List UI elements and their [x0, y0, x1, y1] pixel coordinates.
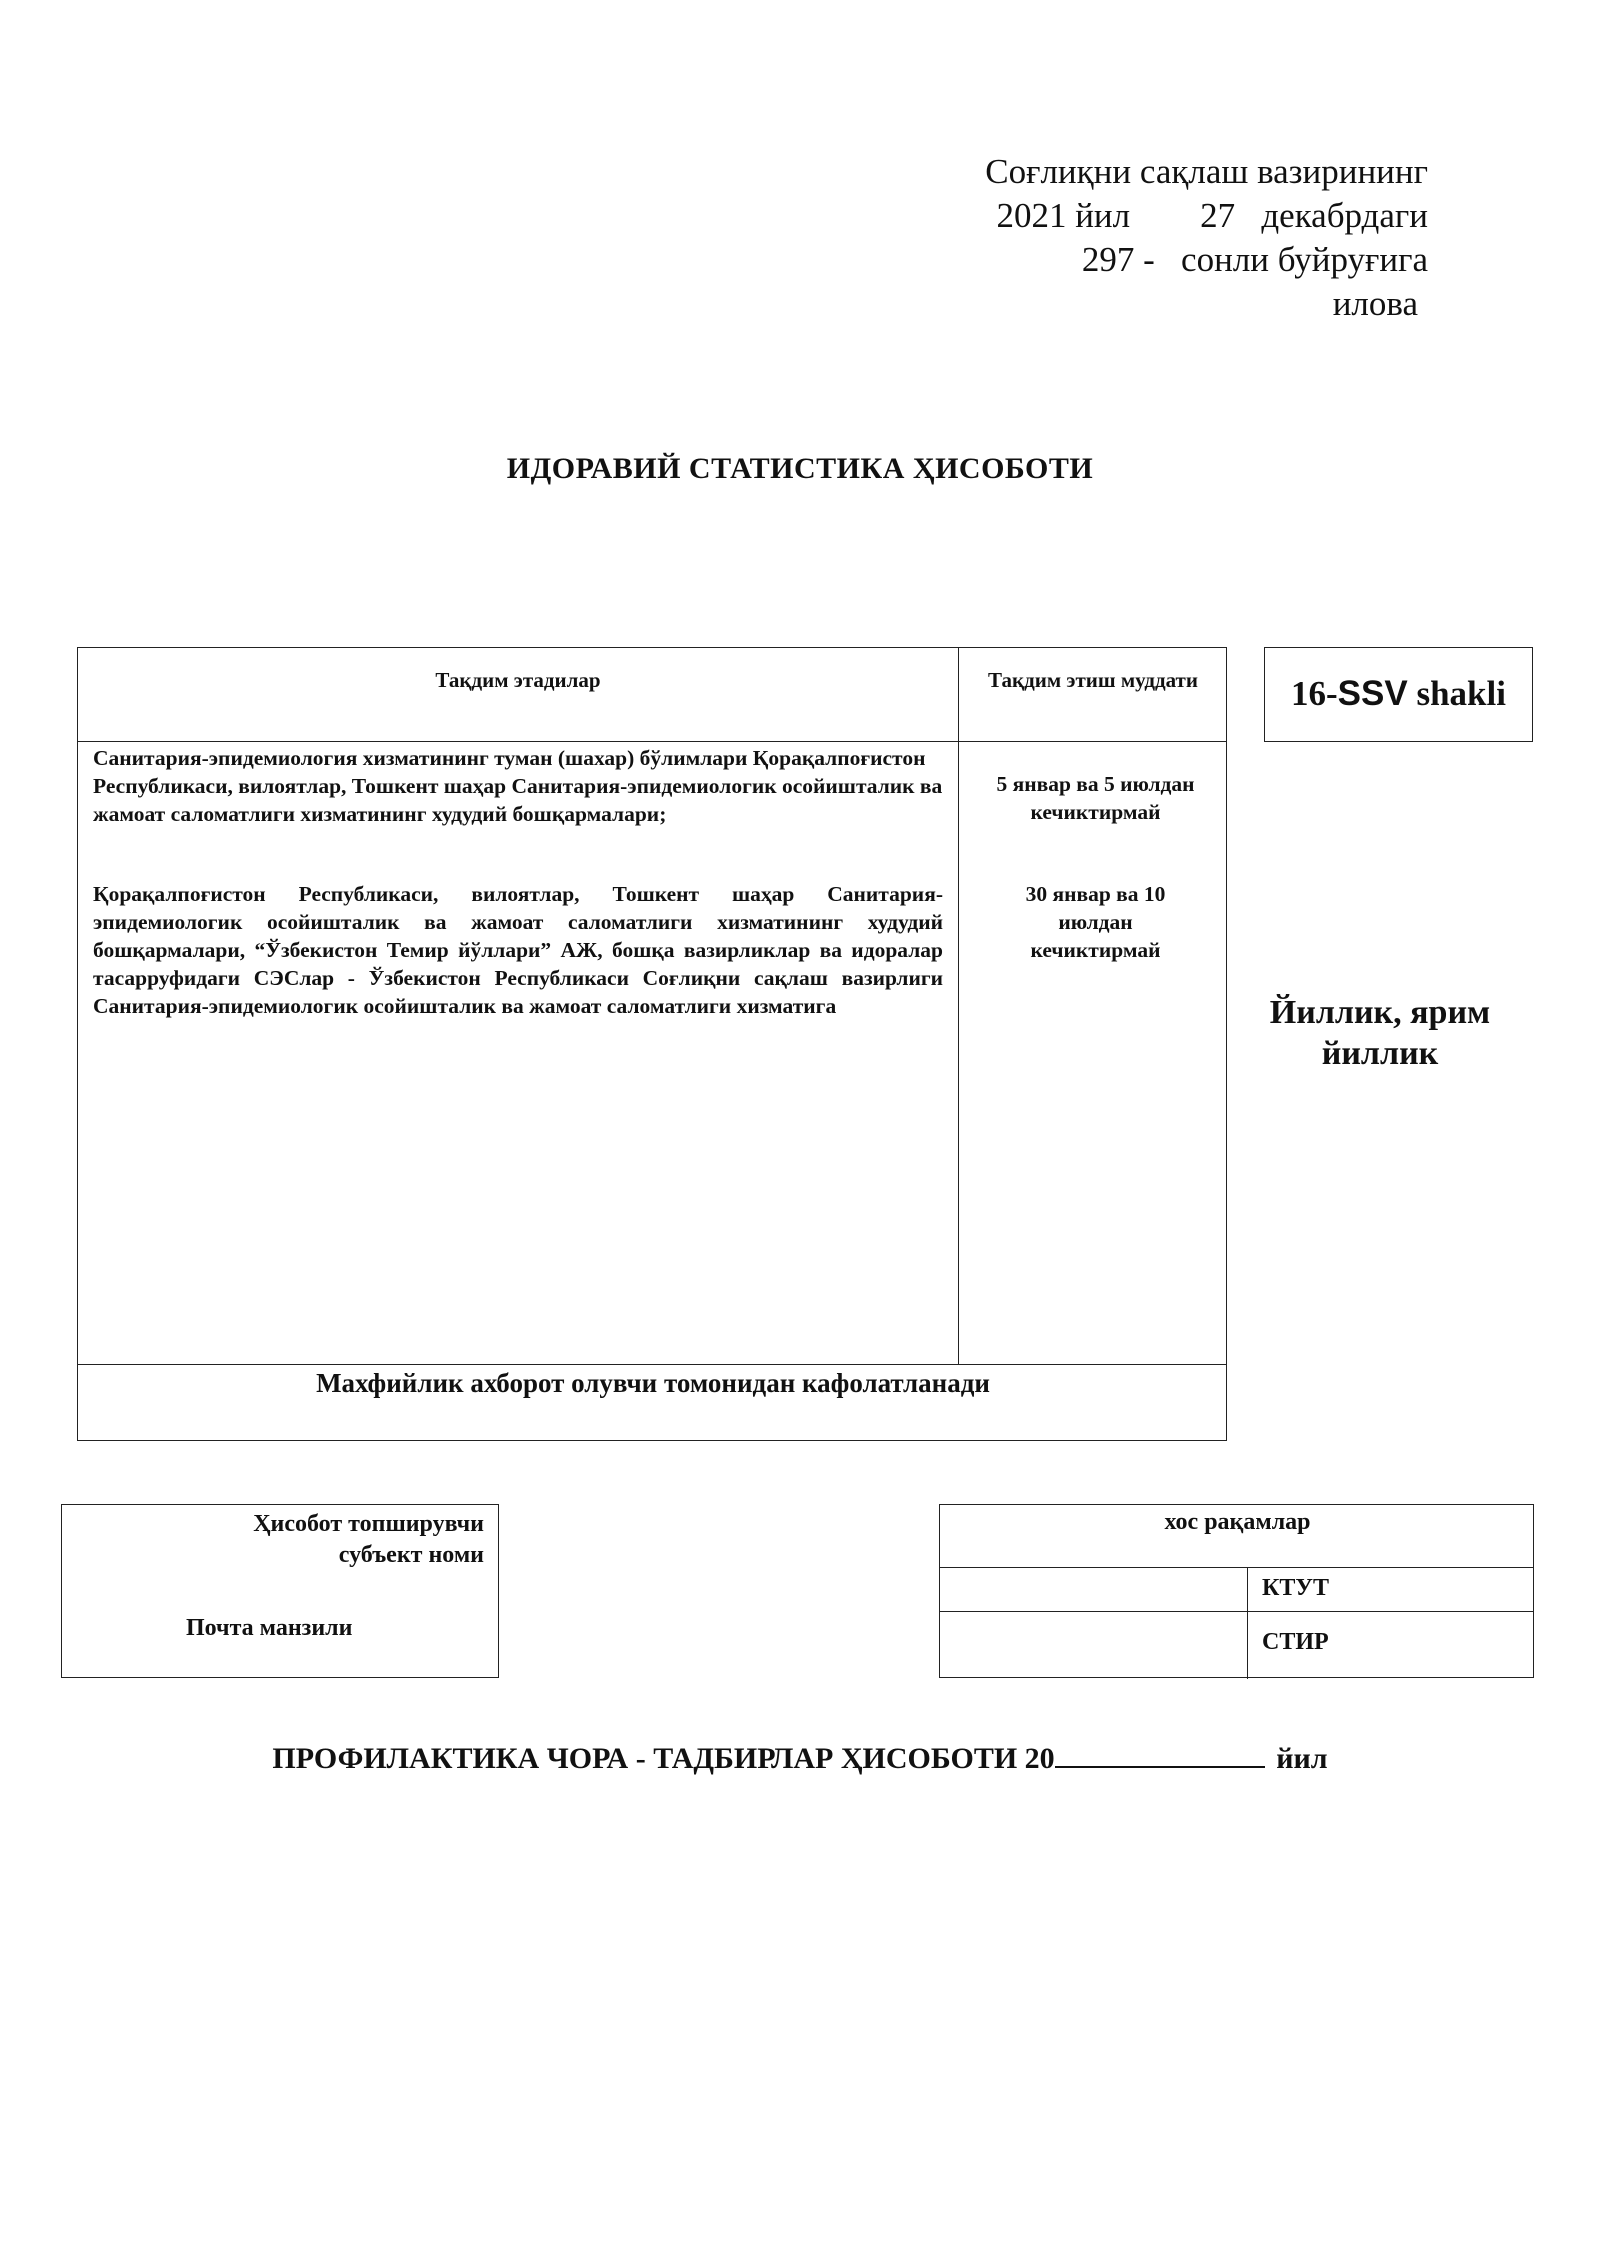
bottom-title	[0, 1736, 1600, 1776]
postal-address-label: Почта манзили	[186, 1615, 353, 1641]
codes-header: хос рақамлар	[1164, 1509, 1311, 1535]
reporter-table	[61, 1504, 499, 1678]
deadline-district: 5 январ ва 5 июлдан кечиктирмай	[996, 772, 1195, 824]
submitters-district: Санитария-эпидемиология хизматининг туман (шахар) бўлимлари Қорақалпоғистон Республикаси, вилоятлар, Тошкент шаҳар Санитария-эпидемиологик осойишталик ва жамоат саломатлиги хизматининг худудий бошқармалари;	[93, 746, 943, 826]
submitters-regional: Қорақалпоғистон Республикаси, вилоятлар, Тошкент шаҳар Санитария-эпидемиологик осойишталик ва жамоат саломатлиги хизматининг худудий бошқармалари, “Ўзбекистон Темир йўллари” АЖ, бошқа вазирликлар ва идоралар тасарруфидаги СЭСлар - Ўзбекистон Республикаси Соғлиқни сақлаш вазирлиги Санитария-эпидемиологик осойишталик ва жамоат саломатлиги хизматига	[93, 882, 943, 1018]
approval-line-3: 297 - сонли буйруғига	[1081, 240, 1428, 279]
stir-label: СТИР	[1262, 1629, 1329, 1655]
form-code-suffix: shakli	[1407, 674, 1506, 713]
codes-table	[939, 1504, 1534, 1678]
submission-table-footer-line	[78, 1364, 1226, 1365]
codes-divider	[1247, 1567, 1248, 1679]
header-deadline: Тақдим этиш муддати	[988, 668, 1198, 692]
ktut-value-field[interactable]	[940, 1568, 1246, 1610]
approval-line-2: 2021 йил 27 декабрдаги	[996, 196, 1428, 235]
approval-line-4: илова	[1332, 284, 1418, 323]
ktut-label: КТУТ	[1262, 1575, 1330, 1601]
confidentiality-note: Махфийлик ахборот олувчи томонидан кафолатланади	[316, 1368, 990, 1398]
bottom-title-prefix: ПРОФИЛАКТИКА ЧОРА - ТАДБИРЛАР ҲИСОБОТИ 20	[272, 1742, 1055, 1775]
approval-line-1: Соғлиқни сақлаш вазирининг	[985, 152, 1428, 191]
report-title: ИДОРАВИЙ СТАТИСТИКА ҲИСОБОТИ	[506, 452, 1094, 485]
stir-value-field[interactable]	[940, 1612, 1246, 1678]
form-code-prefix: 16-	[1291, 674, 1338, 713]
form-code-box	[1264, 647, 1533, 742]
year-blank-field[interactable]	[1055, 1736, 1265, 1768]
submission-table-divider	[958, 648, 959, 1364]
submission-table	[77, 647, 1227, 1441]
form-code: SSV	[1337, 674, 1408, 713]
submission-table-header-line	[78, 741, 1226, 742]
header-submitters: Тақдим этадилар	[435, 668, 601, 692]
periodicity: Йиллик, ярим йиллик	[1269, 994, 1491, 1072]
subject-name-label: Ҳисобот топширувчи субъект номи	[253, 1511, 484, 1568]
bottom-title-suffix: йил	[1268, 1742, 1328, 1775]
deadline-regional: 30 январ ва 10 июлдан кечиктирмай	[1025, 882, 1166, 962]
approval-note	[985, 150, 1428, 326]
